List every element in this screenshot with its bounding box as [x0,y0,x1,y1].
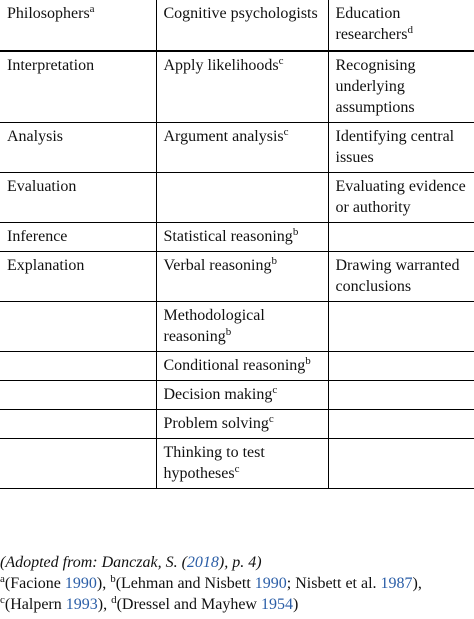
cell-philosophers [0,410,156,439]
cell-text: Decision making [163,386,273,403]
footnote-line-cd [0,594,474,615]
cell-text: Conditional reasoning [163,357,306,374]
cell-psych [156,51,328,123]
footnote-text: ; Nisbett et al. [286,575,381,592]
table-header-row [0,0,474,51]
footnote-marker: b [292,226,299,238]
footnote-text: (Lehman and Nisbett [115,575,255,592]
table-row [0,51,474,123]
reference-year-link[interactable]: 1990 [254,575,287,592]
table-row [0,352,474,381]
header-education-researchers [328,0,474,51]
footnote-marker: d [407,24,413,36]
footnote-marker: b [305,355,311,367]
footnote-text: ), [412,575,422,592]
footnote-marker: d [111,594,117,606]
header-cognitive-psychologists [156,0,328,51]
cell-psych [156,223,328,252]
cell-philosophers: Explanation [0,252,156,302]
citation-text: ), p. 4) [218,554,262,571]
cell-psych [156,410,328,439]
cell-edu: Drawing warranted conclusions [328,252,474,302]
source-citation [0,552,474,573]
table-row [0,439,474,489]
footnote-marker: c [283,126,289,138]
header-label: Philosophers [7,5,90,22]
footnote-marker: a [89,3,95,15]
table-row [0,123,474,173]
cell-text: Verbal reasoning [163,257,272,274]
reference-year-link[interactable]: 1954 [260,596,293,613]
cell-edu [328,223,474,252]
cell-philosophers [0,381,156,410]
footnote-marker: a [0,573,5,585]
cell-philosophers: Analysis [0,123,156,173]
cell-philosophers: Evaluation [0,173,156,223]
cell-edu: Evaluating evidence or authority [328,173,474,223]
cell-text: Thinking to test hypotheses [163,444,265,482]
cell-edu [328,352,474,381]
cell-philosophers [0,439,156,489]
cell-philosophers: Interpretation [0,51,156,123]
cell-edu [328,439,474,489]
cell-edu [328,302,474,352]
footnote-marker: c [272,384,278,396]
header-philosophers [0,0,156,51]
footnote-marker: b [225,326,232,338]
table-row [0,302,474,352]
cell-text: Methodological reasoning [163,307,265,345]
table-row [0,381,474,410]
citation-text: (Adopted from: Danczak, S. ( [0,554,187,571]
cell-edu [328,381,474,410]
citation-year-link[interactable]: 2018 [186,554,219,571]
cell-psych [156,381,328,410]
footnote-text: ), [97,596,112,613]
cell-text: Problem solving [163,415,269,432]
reference-year-link[interactable]: 1990 [64,575,97,592]
cell-psych [156,302,328,352]
cell-edu: Recognising underlying assumptions [328,51,474,123]
header-label: Cognitive psychologists [163,5,318,22]
table-row [0,252,474,302]
table-row [0,410,474,439]
footnote-marker: b [271,255,277,267]
cell-psych [156,439,328,489]
footnote-text: (Halpern [4,596,66,613]
cell-text: Apply likelihoods [163,57,279,74]
cell-psych [156,173,328,223]
table-row [0,173,474,223]
table-footnotes [0,552,474,615]
footnote-marker: c [0,594,5,606]
footnote-text: ) [292,596,299,613]
cell-psych [156,123,328,173]
cell-philosophers [0,352,156,381]
cell-text: Statistical reasoning [163,228,293,245]
footnote-marker: c [278,55,284,67]
table-row [0,223,474,252]
footnote-text: (Dressel and Mayhew [116,596,261,613]
footnote-marker: c [234,463,240,475]
reference-year-link[interactable]: 1993 [65,596,98,613]
cell-text: Argument analysis [163,128,284,145]
cell-philosophers: Inference [0,223,156,252]
footnote-text: (Facione [4,575,65,592]
footnote-marker: c [268,413,274,425]
header-label: Education researchers [335,5,408,43]
footnote-line-ab [0,573,474,594]
cell-philosophers [0,302,156,352]
footnote-marker: b [110,573,116,585]
cell-psych [156,352,328,381]
cell-edu: Identifying central issues [328,123,474,173]
cell-edu [328,410,474,439]
reference-year-link[interactable]: 1987 [380,575,413,592]
footnote-text: ), [96,575,111,592]
cell-psych [156,252,328,302]
